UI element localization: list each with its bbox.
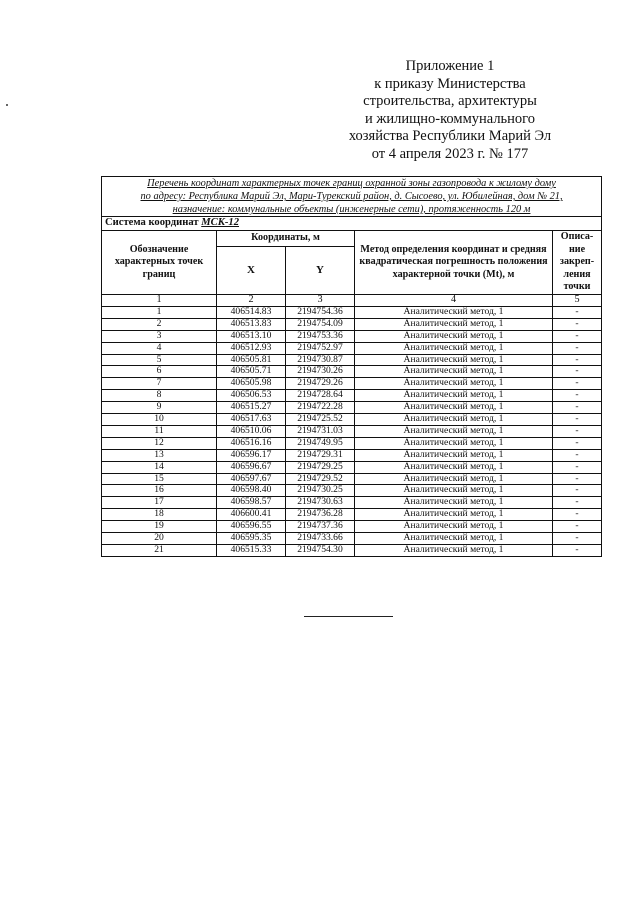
y-coordinate-cell: 2194729.25	[286, 461, 355, 473]
coordinates-table	[101, 176, 602, 557]
y-coordinate-cell: 2194754.09	[286, 318, 355, 330]
header-coordinates: Координаты, м	[217, 231, 355, 247]
table-row	[102, 449, 602, 461]
header-method: Метод определения координат и средняя квадратическая погрешность положения характерной точки (Mt), м	[355, 231, 553, 295]
method-cell: Аналитический метод, 1	[355, 306, 553, 318]
point-number-cell: 3	[102, 330, 217, 342]
method-cell: Аналитический метод, 1	[355, 330, 553, 342]
column-number: 3	[286, 294, 355, 306]
method-cell: Аналитический метод, 1	[355, 366, 553, 378]
description-cell: -	[553, 461, 602, 473]
table-row	[102, 306, 602, 318]
appendix-line: Приложение 1	[405, 58, 495, 74]
table-row	[102, 342, 602, 354]
x-coordinate-cell: 406598.57	[217, 497, 286, 509]
x-coordinate-cell: 406510.06	[217, 425, 286, 437]
x-coordinate-cell: 406513.83	[217, 318, 286, 330]
point-number-cell: 2	[102, 318, 217, 330]
x-coordinate-cell: 406517.63	[217, 414, 286, 426]
scan-artifact-dot	[6, 104, 8, 106]
point-number-cell: 5	[102, 354, 217, 366]
point-number-cell: 6	[102, 366, 217, 378]
point-number-cell: 10	[102, 414, 217, 426]
description-cell: -	[553, 533, 602, 545]
table-row	[102, 402, 602, 414]
header-x: X	[217, 246, 286, 294]
description-cell: -	[553, 342, 602, 354]
x-coordinate-cell: 406506.53	[217, 390, 286, 402]
point-number-cell: 1	[102, 306, 217, 318]
method-cell: Аналитический метод, 1	[355, 437, 553, 449]
x-coordinate-cell: 406505.71	[217, 366, 286, 378]
description-cell: -	[553, 366, 602, 378]
description-cell: -	[553, 545, 602, 557]
header-description: Описа-ние закреп-ления точки	[553, 231, 602, 295]
point-number-cell: 18	[102, 509, 217, 521]
caption-line: назначение: коммунальные объекты (инженерные сети), протяженность 120 м	[172, 204, 531, 215]
x-coordinate-cell: 406595.35	[217, 533, 286, 545]
x-coordinate-cell: 406596.55	[217, 521, 286, 533]
method-cell: Аналитический метод, 1	[355, 402, 553, 414]
y-coordinate-cell: 2194729.31	[286, 449, 355, 461]
description-cell: -	[553, 414, 602, 426]
column-number: 1	[102, 294, 217, 306]
method-cell: Аналитический метод, 1	[355, 509, 553, 521]
description-cell: -	[553, 306, 602, 318]
y-coordinate-cell: 2194729.52	[286, 473, 355, 485]
table-row	[102, 366, 602, 378]
description-cell: -	[553, 354, 602, 366]
point-number-cell: 20	[102, 533, 217, 545]
closing-rule	[304, 616, 393, 617]
table-row	[102, 318, 602, 330]
table-row	[102, 330, 602, 342]
column-number: 2	[217, 294, 286, 306]
x-coordinate-cell: 406597.67	[217, 473, 286, 485]
header-point: Обозначение характерных точек границ	[102, 231, 217, 295]
method-cell: Аналитический метод, 1	[355, 449, 553, 461]
table-row	[102, 545, 602, 557]
method-cell: Аналитический метод, 1	[355, 318, 553, 330]
table-row	[102, 509, 602, 521]
description-cell: -	[553, 521, 602, 533]
description-cell: -	[553, 473, 602, 485]
table-row	[102, 437, 602, 449]
y-coordinate-cell: 2194730.87	[286, 354, 355, 366]
point-number-cell: 13	[102, 449, 217, 461]
method-cell: Аналитический метод, 1	[355, 342, 553, 354]
point-number-cell: 12	[102, 437, 217, 449]
y-coordinate-cell: 2194731.03	[286, 425, 355, 437]
x-coordinate-cell: 406600.41	[217, 509, 286, 521]
method-cell: Аналитический метод, 1	[355, 473, 553, 485]
coordinate-system	[102, 217, 602, 231]
coordinate-system-value: МСК-12	[201, 217, 240, 229]
point-number-cell: 16	[102, 485, 217, 497]
x-coordinate-cell: 406514.83	[217, 306, 286, 318]
table-row	[102, 533, 602, 545]
method-cell: Аналитический метод, 1	[355, 497, 553, 509]
y-coordinate-cell: 2194725.52	[286, 414, 355, 426]
y-coordinate-cell: 2194752.97	[286, 342, 355, 354]
table-row	[102, 425, 602, 437]
y-coordinate-cell: 2194722.28	[286, 402, 355, 414]
table-row	[102, 390, 602, 402]
x-coordinate-cell: 406596.17	[217, 449, 286, 461]
description-cell: -	[553, 390, 602, 402]
method-cell: Аналитический метод, 1	[355, 425, 553, 437]
column-number: 5	[553, 294, 602, 306]
table-row	[102, 497, 602, 509]
description-cell: -	[553, 318, 602, 330]
coordinate-system-label: Система координат	[105, 217, 199, 229]
x-coordinate-cell: 406598.40	[217, 485, 286, 497]
table-row	[102, 354, 602, 366]
point-number-cell: 9	[102, 402, 217, 414]
table-row	[102, 473, 602, 485]
point-number-cell: 8	[102, 390, 217, 402]
description-cell: -	[553, 330, 602, 342]
method-cell: Аналитический метод, 1	[355, 390, 553, 402]
description-cell: -	[553, 437, 602, 449]
point-number-cell: 7	[102, 378, 217, 390]
x-coordinate-cell: 406515.27	[217, 402, 286, 414]
y-coordinate-cell: 2194754.36	[286, 306, 355, 318]
point-number-cell: 11	[102, 425, 217, 437]
y-coordinate-cell: 2194753.36	[286, 330, 355, 342]
appendix-line: строительства, архитектуры	[363, 93, 537, 110]
method-cell: Аналитический метод, 1	[355, 414, 553, 426]
description-cell: -	[553, 497, 602, 509]
appendix-line: и жилищно-коммунального	[364, 110, 536, 127]
caption-row	[102, 177, 602, 217]
y-coordinate-cell: 2194730.25	[286, 485, 355, 497]
description-cell: -	[553, 402, 602, 414]
y-coordinate-cell: 2194730.63	[286, 497, 355, 509]
coordinate-system-row	[102, 217, 602, 231]
caption-line: Перечень координат характерных точек границ охранной зоны газопровода к жилому дому	[147, 178, 556, 189]
method-cell: Аналитический метод, 1	[355, 545, 553, 557]
point-number-cell: 4	[102, 342, 217, 354]
column-number: 4	[355, 294, 553, 306]
y-coordinate-cell: 2194749.95	[286, 437, 355, 449]
header-y: Y	[286, 246, 355, 294]
description-cell: -	[553, 378, 602, 390]
x-coordinate-cell: 406505.81	[217, 354, 286, 366]
description-cell: -	[553, 449, 602, 461]
method-cell: Аналитический метод, 1	[355, 354, 553, 366]
method-cell: Аналитический метод, 1	[355, 533, 553, 545]
x-coordinate-cell: 406515.33	[217, 545, 286, 557]
appendix-line: от 4 апреля 2023 г. № 177	[371, 145, 529, 162]
method-cell: Аналитический метод, 1	[355, 461, 553, 473]
appendix-line: хозяйства Республики Марий Эл	[348, 128, 552, 145]
description-cell: -	[553, 425, 602, 437]
header-row	[102, 231, 602, 247]
appendix-line: к приказу Министерства	[374, 75, 526, 92]
point-number-cell: 14	[102, 461, 217, 473]
point-number-cell: 15	[102, 473, 217, 485]
y-coordinate-cell: 2194730.26	[286, 366, 355, 378]
point-number-cell: 19	[102, 521, 217, 533]
point-number-cell: 17	[102, 497, 217, 509]
description-cell: -	[553, 509, 602, 521]
method-cell: Аналитический метод, 1	[355, 521, 553, 533]
x-coordinate-cell: 406512.93	[217, 342, 286, 354]
method-cell: Аналитический метод, 1	[355, 485, 553, 497]
table-row	[102, 378, 602, 390]
table-caption	[102, 177, 602, 217]
table-row	[102, 485, 602, 497]
table-row	[102, 461, 602, 473]
x-coordinate-cell: 406516.16	[217, 437, 286, 449]
y-coordinate-cell: 2194729.26	[286, 378, 355, 390]
table-row	[102, 521, 602, 533]
caption-line: по адресу: Республика Марий Эл, Мари-Турекский район, д. Сысоево, ул. Юбилейная, дом № 21,	[140, 191, 563, 202]
y-coordinate-cell: 2194737.36	[286, 521, 355, 533]
appendix-header	[330, 58, 570, 164]
column-number-row	[102, 294, 602, 306]
y-coordinate-cell: 2194754.30	[286, 545, 355, 557]
y-coordinate-cell: 2194733.66	[286, 533, 355, 545]
x-coordinate-cell: 406596.67	[217, 461, 286, 473]
description-cell: -	[553, 485, 602, 497]
x-coordinate-cell: 406513.10	[217, 330, 286, 342]
method-cell: Аналитический метод, 1	[355, 378, 553, 390]
point-number-cell: 21	[102, 545, 217, 557]
y-coordinate-cell: 2194728.64	[286, 390, 355, 402]
table-row	[102, 414, 602, 426]
x-coordinate-cell: 406505.98	[217, 378, 286, 390]
y-coordinate-cell: 2194736.28	[286, 509, 355, 521]
